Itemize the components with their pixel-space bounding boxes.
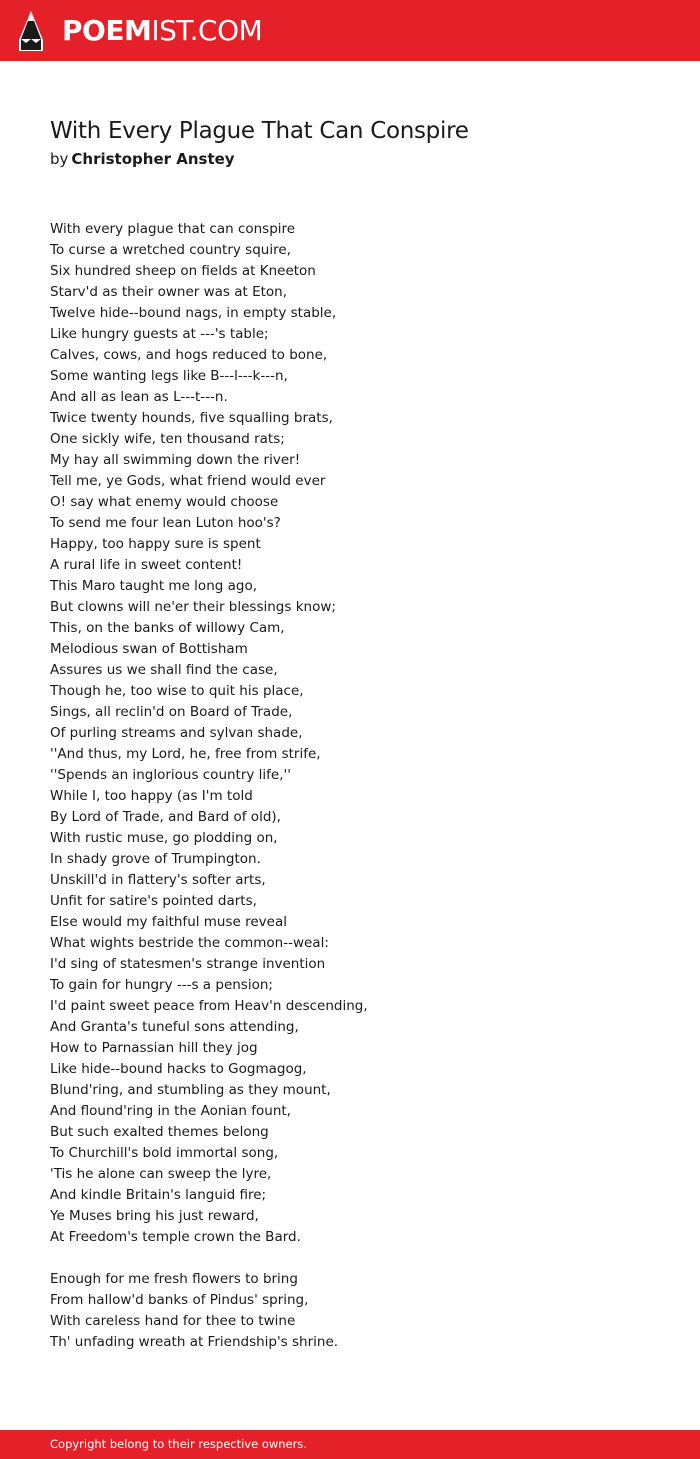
- poem-line: And kindle Britain's languid fire;: [50, 1187, 267, 1203]
- poem-line: At Freedom's temple crown the Bard.: [50, 1229, 301, 1245]
- poem-line: My hay all swimming down the river!: [50, 452, 301, 468]
- logo-text-bold: POEM: [62, 14, 152, 47]
- stanza-break: [50, 1248, 368, 1269]
- poem-line: Tell me, ye Gods, what friend would ever: [50, 473, 326, 489]
- poem-line: This Maro taught me long ago,: [50, 578, 258, 594]
- poem-line: And flound'ring in the Aonian fount,: [50, 1103, 291, 1119]
- copyright-text: Copyright belong to their respective owners.: [50, 1437, 308, 1451]
- poem-line: A rural life in sweet content!: [50, 557, 243, 573]
- poem-line: O! say what enemy would choose: [50, 494, 279, 510]
- poem-line: 'Tis he alone can sweep the lyre,: [50, 1166, 272, 1182]
- poem-line: Starv'd as their owner was at Eton,: [50, 284, 288, 300]
- poem-line: To curse a wretched country squire,: [50, 242, 291, 258]
- poem-line: How to Parnassian hill they jog: [50, 1040, 258, 1056]
- poem-line: Unskill'd in flattery's softer arts,: [50, 872, 266, 888]
- poem-line: Assures us we shall find the case,: [50, 662, 278, 678]
- poem-line: This, on the banks of willowy Cam,: [50, 620, 285, 636]
- poem-line: Happy, too happy sure is spent: [50, 536, 261, 552]
- poem-line: Ye Muses bring his just reward,: [50, 1208, 259, 1224]
- poem-line: And all as lean as L---t---n.: [50, 389, 228, 405]
- poem-line: With every plague that can conspire: [50, 221, 296, 237]
- poem-line: Calves, cows, and hogs reduced to bone,: [50, 347, 328, 363]
- poem-line: Six hundred sheep on fields at Kneeton: [50, 263, 316, 279]
- poem-line: To Churchill's bold immortal song,: [50, 1145, 279, 1161]
- author-name[interactable]: Christopher Anstey: [71, 150, 235, 168]
- poem-line: Of purling streams and sylvan shade,: [50, 725, 303, 741]
- poem-line: Blund'ring, and stumbling as they mount,: [50, 1082, 331, 1098]
- site-header: [0, 0, 700, 61]
- poem-line: Melodious swan of Bottisham: [50, 641, 248, 657]
- poem-line: I'd sing of statesmen's strange invention: [50, 956, 326, 972]
- poem-line: Twice twenty hounds, five squalling brats,: [50, 410, 333, 426]
- by-label: by: [50, 150, 69, 168]
- poem-line: Twelve hide--bound nags, in empty stable,: [50, 305, 337, 321]
- poem-line: While I, too happy (as I'm told: [50, 788, 253, 804]
- poem-line: Else would my faithful muse reveal: [50, 914, 288, 930]
- poem-body: [50, 219, 368, 1353]
- poem-line: To send me four lean Luton hoo's?: [50, 515, 281, 531]
- site-logo[interactable]: [62, 11, 262, 51]
- poem-line: And Granta's tuneful sons attending,: [50, 1019, 299, 1035]
- poem-line: Like hide--bound hacks to Gogmagog,: [50, 1061, 307, 1077]
- poem-line: To gain for hungry ---s a pension;: [50, 977, 273, 993]
- poem-title: With Every Plague That Can Conspire: [50, 118, 469, 144]
- pencil-icon[interactable]: [18, 10, 44, 52]
- site-footer: [0, 1430, 700, 1459]
- poem-line: Enough for me fresh flowers to bring: [50, 1271, 298, 1287]
- poem-line: Unfit for satire's pointed darts,: [50, 893, 257, 909]
- poem-line: Some wanting legs like B---l---k---n,: [50, 368, 288, 384]
- poem-line: One sickly wife, ten thousand rats;: [50, 431, 285, 447]
- poem-line: But such exalted themes belong: [50, 1124, 269, 1140]
- poem-line: What wights bestride the common--weal:: [50, 935, 329, 951]
- poem-line: By Lord of Trade, and Bard of old),: [50, 809, 281, 825]
- poem-line: ''Spends an inglorious country life,'': [50, 767, 291, 783]
- poem-line: Though he, too wise to quit his place,: [50, 683, 304, 699]
- poem-line: In shady grove of Trumpington.: [50, 851, 261, 867]
- logo-text-light: IST.COM: [151, 14, 263, 47]
- poem-line: But clowns will ne'er their blessings know;: [50, 599, 336, 615]
- byline: [50, 148, 235, 170]
- poem-line: Sings, all reclin'd on Board of Trade,: [50, 704, 293, 720]
- poem-line: Th' unfading wreath at Friendship's shrine.: [50, 1334, 339, 1350]
- poem-line: ''And thus, my Lord, he, free from strife,: [50, 746, 321, 762]
- poem-line: Like hungry guests at ---'s table;: [50, 326, 269, 342]
- poem-line: From hallow'd banks of Pindus' spring,: [50, 1292, 309, 1308]
- poem-line: I'd paint sweet peace from Heav'n descending,: [50, 998, 368, 1014]
- poem-line: With careless hand for thee to twine: [50, 1313, 296, 1329]
- poem-line: With rustic muse, go plodding on,: [50, 830, 278, 846]
